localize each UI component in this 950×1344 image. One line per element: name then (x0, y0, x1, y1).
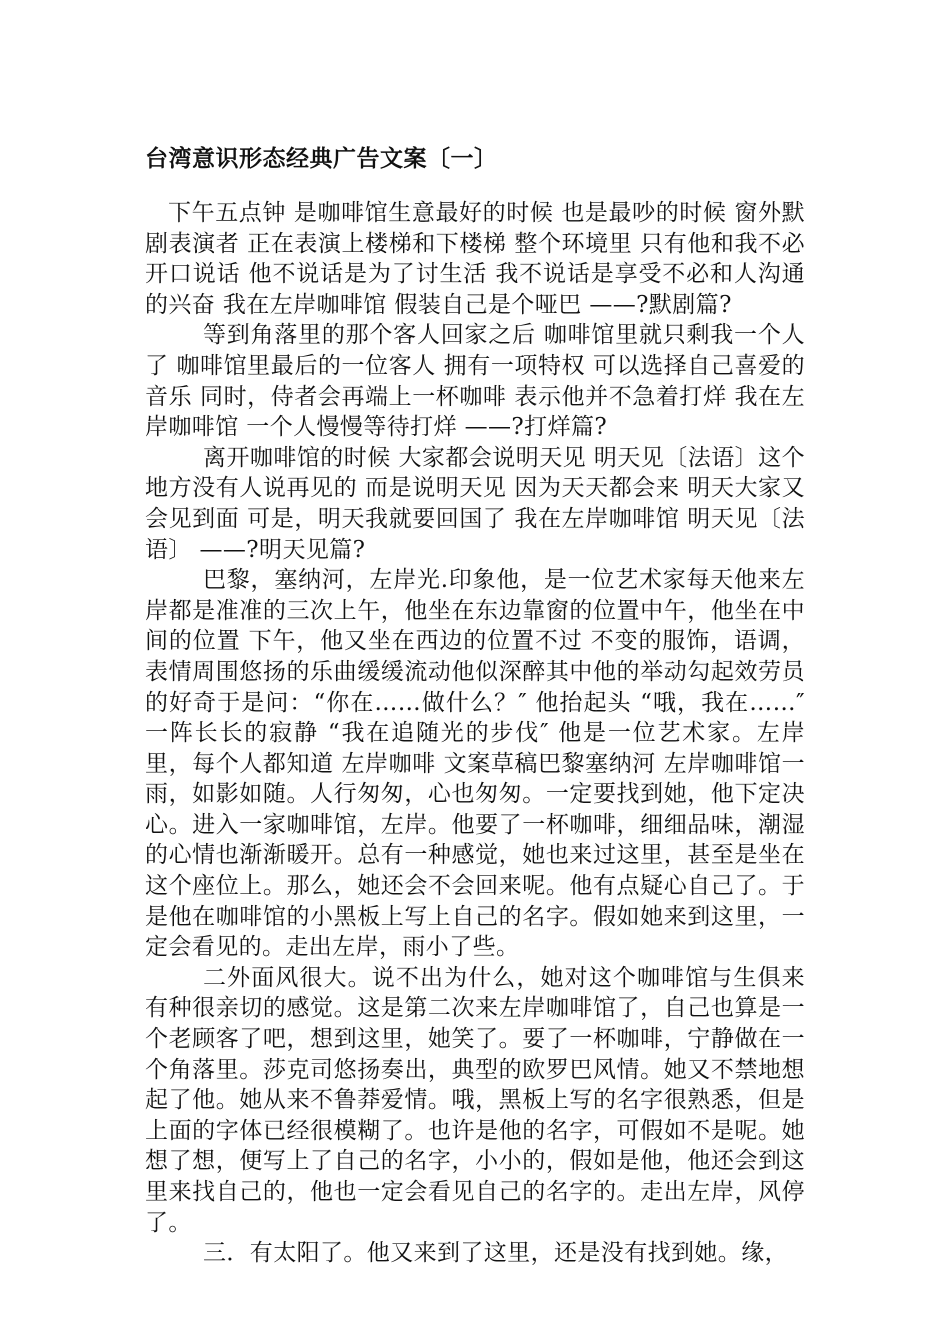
paragraph-part-three: 三．有太阳了。他又来到了这里，还是没有找到她。缘， (203, 1240, 788, 1267)
paragraph-see-you-tomorrow: 离开咖啡馆的时候 大家都会说明天见 明天见〔法语〕这个地方没有人说再见的 而是说明天见 因为天天都会来 明天大家又会见到面 可是，明天我就要回国了 我在左岸咖啡馆 明天见〔法语〕 ——?明天见篇? (145, 444, 806, 563)
paragraph-closing: 等到角落里的那个客人回家之后 咖啡馆里就只剩我一个人了 咖啡馆里最后的一位客人 拥有一项特权 可以选择自己喜爱的音乐 同时，侍者会再端上一杯咖啡 表示他并不急着打烊 我在左岸咖啡馆 一个人慢慢等待打烊 ——?打烊篇? (145, 322, 805, 441)
paragraph-artist: 巴黎，塞纳河，左岸光.印象他，是一位艺术家每天他来左岸都是准准的三次上午，他坐在东边靠窗的位置中午，他坐在中间的位置 下午，他又坐在西边的位置不过 不变的服饰，语调，表情周围悠扬的乐曲缓缓流动他似深醉其中他的举动勾起效劳员的好奇于是问：“你在……做什么？″ 他抬起头 “哦，我在……″ 一阵长长的寂静 “我在追随光的步伐″ 他是一位艺术家。左岸里，每个人都知道 左岸咖啡 文案草稿巴黎塞纳河 左岸咖啡馆一雨，如影如随。人行匆匆，心也匆匆。一定要找到她，他下定决心。进入一家咖啡馆，左岸。他要了一杯咖啡，细细品味，潮湿的心情也渐渐暖开。总有一种感觉，她也来过这里，甚至是坐在这个座位上。那么，她还会不会回来呢。他有点疑心自己了。于是他在咖啡馆的小黑板上写上自己的名字。假如她来到这里，一定会看见的。走出左岸，雨小了些。 (145, 567, 805, 961)
document-title: 台湾意识形态经典广告文案〔一〕 (145, 145, 498, 172)
paragraph-part-two: 二外面风很大。说不出为什么，她对这个咖啡馆与生俱来有种很亲切的感觉。这是第二次来左岸咖啡馆了，自己也算是一个老顾客了吧，想到这里，她笑了。要了一杯咖啡，宁静做在一个角落里。莎克司悠扬奏出，典型的欧罗巴风情。她又不禁地想起了他。她从来不鲁莽爱情。哦，黑板上写的名字很熟悉，但是上面的字体已经很模糊了。也许是他的名字，可假如不是呢。她想了想，便写上了自己的名字，小小的，假如是他，他还会到这里来找自己的，他也一定会看见自己的名字的。走出左岸，风停了。 (145, 964, 805, 1236)
paragraph-mime: 下午五点钟 是咖啡馆生意最好的时候 也是最吵的时候 窗外默剧表演者 正在表演上楼梯和下楼梯 整个环境里 只有他和我不必开口说话 他不说话是为了讨生活 我不说话是享受不必和人沟通的兴奋 我在左岸咖啡馆 假装自己是个哑巴 ——?默剧篇? (145, 200, 805, 318)
document-body (145, 198, 805, 1269)
